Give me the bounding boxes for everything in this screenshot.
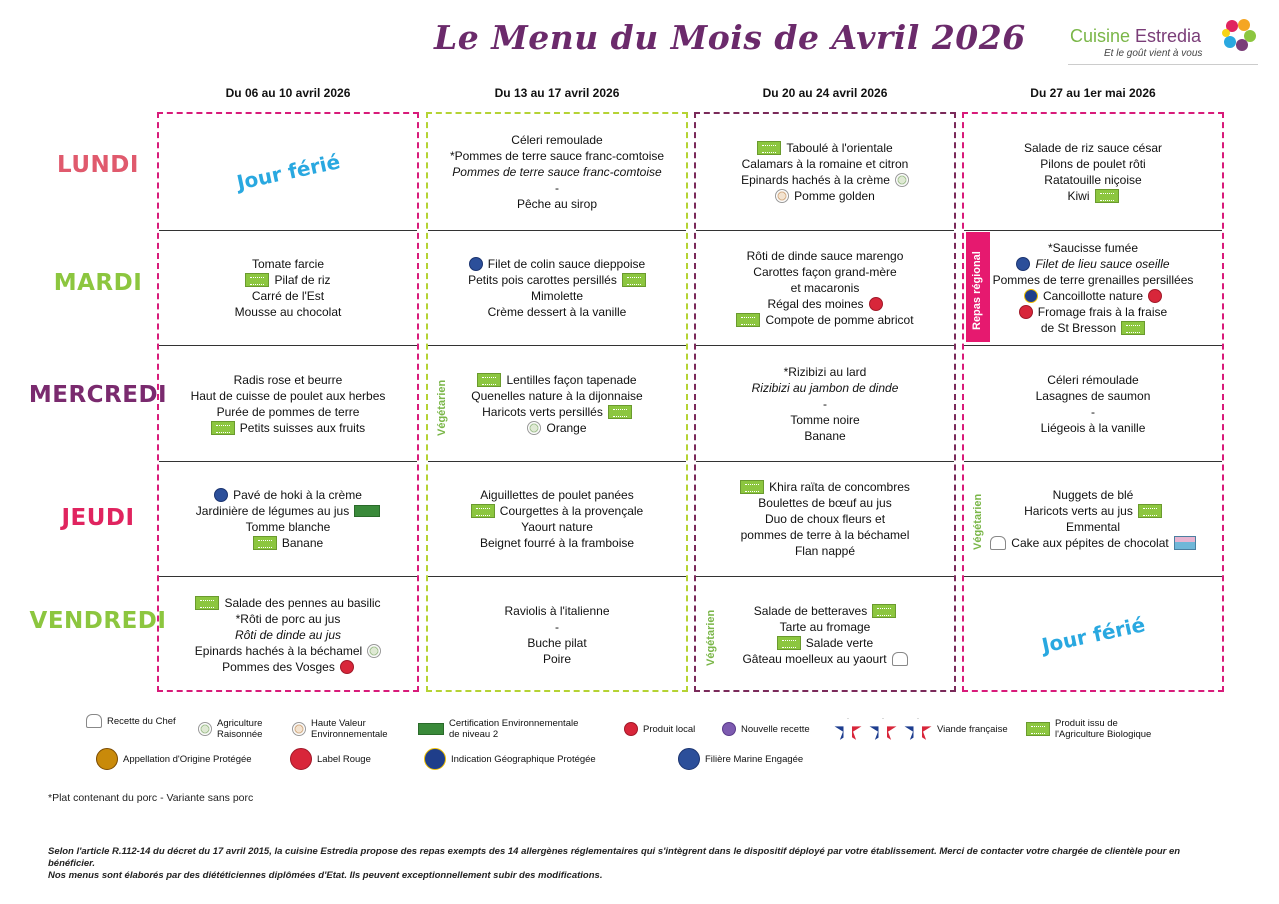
agriculture-raisonnee-icon bbox=[367, 644, 381, 658]
menu-item-text: Haut de cuisse de poulet aux herbes bbox=[190, 388, 386, 403]
menu-item-text: Tomme noire bbox=[790, 412, 860, 427]
footer-line-2: bénéficier. bbox=[48, 858, 95, 869]
menu-item-text: *Pommes de terre sauce franc-comtoise bbox=[449, 149, 665, 163]
menu-item bbox=[504, 603, 609, 619]
menu-item bbox=[752, 380, 899, 396]
menu-item-text: Tomate farcie bbox=[251, 257, 325, 271]
menu-item-text: Aiguillettes de poulet panées bbox=[480, 488, 634, 502]
menu-item bbox=[555, 180, 559, 196]
menu-item bbox=[1053, 487, 1134, 503]
porc-note: *Plat contenant du porc - Variante sans porc bbox=[48, 792, 254, 804]
produit-local-icon bbox=[624, 722, 638, 736]
menu-item bbox=[795, 543, 855, 559]
menu-item bbox=[823, 396, 827, 412]
logo-underline bbox=[1068, 64, 1258, 65]
menu-item bbox=[784, 364, 867, 380]
menu-item bbox=[1019, 304, 1167, 320]
menu-item-text: *Rôti de porc au jus bbox=[235, 611, 341, 626]
menu-cell-mardi-week1 bbox=[159, 230, 417, 346]
menu-item bbox=[511, 132, 602, 148]
volaille-francaise-icon bbox=[832, 716, 862, 742]
menu-cell-vendredi-week3 bbox=[696, 576, 954, 692]
bio-leaf-icon bbox=[757, 141, 781, 155]
menu-item bbox=[747, 248, 904, 264]
menu-item bbox=[191, 388, 386, 404]
footer-line-3: Nos menus sont élaborés par des diététiciennes diplômées d'Etat. Ils peuvent exceptionnellement subir des modifications. bbox=[48, 870, 603, 881]
birthday-cake-icon bbox=[1174, 536, 1196, 550]
menu-item-text: Banane bbox=[804, 428, 846, 443]
menu-item-text: *Saucisse fumée bbox=[1047, 241, 1139, 255]
menu-item bbox=[1091, 404, 1095, 420]
menu-item bbox=[527, 635, 586, 651]
menu-item bbox=[736, 312, 913, 328]
menu-item-text: Raviolis à l'italienne bbox=[504, 603, 610, 618]
igp-icon bbox=[424, 748, 446, 770]
menu-item-text: Pommes de terre sauce franc-comtoise bbox=[452, 165, 662, 179]
menu-item-text: de St Bresson bbox=[1040, 321, 1117, 335]
menu-item bbox=[531, 288, 583, 304]
agriculture-raisonnee-icon bbox=[527, 421, 541, 435]
legend-bio: Produit issu de l'Agriculture Biologique bbox=[1026, 718, 1151, 740]
menu-item bbox=[742, 651, 907, 667]
menu-item-text: Epinards hachés à la béchamel bbox=[194, 643, 363, 658]
menu-item bbox=[555, 619, 559, 635]
filiere-marine-icon bbox=[1016, 257, 1030, 271]
menu-cell-jeudi-week2 bbox=[428, 461, 686, 577]
menu-item bbox=[195, 595, 380, 611]
menu-item bbox=[1041, 420, 1146, 436]
week-header-3: Du 20 au 24 avril 2026 bbox=[762, 86, 888, 100]
menu-item bbox=[217, 404, 360, 420]
menu-item bbox=[480, 535, 634, 551]
menu-item bbox=[252, 256, 324, 272]
menu-item-text: Poire bbox=[542, 651, 571, 666]
filiere-marine-icon bbox=[214, 488, 228, 502]
menu-item bbox=[1044, 172, 1141, 188]
menu-item bbox=[252, 288, 324, 304]
menu-item-text: Rôti de dinde sauce marengo bbox=[746, 249, 904, 263]
menu-item bbox=[1024, 140, 1162, 156]
menu-item bbox=[471, 503, 643, 519]
menu-item-text: Céleri remoulade bbox=[511, 133, 603, 147]
menu-item-text: Cancoillotte nature bbox=[1042, 289, 1144, 303]
menu-item-text: et macaronis bbox=[790, 281, 860, 295]
agriculture-raisonnee-icon bbox=[895, 173, 909, 187]
menu-item-text: - bbox=[1091, 404, 1095, 419]
filiere-marine-icon bbox=[469, 257, 483, 271]
menu-item-text: Tarte au fromage bbox=[779, 619, 871, 634]
logo-tagline: Et le goût vient à vous bbox=[1104, 48, 1203, 59]
menu-item bbox=[246, 519, 331, 535]
legend-igp: Indication Géographique Protégée bbox=[424, 748, 596, 770]
menu-item bbox=[527, 420, 586, 436]
day-label-jeudi: JEUDI bbox=[61, 505, 135, 531]
bio-leaf-icon bbox=[608, 405, 632, 419]
bio-leaf-icon bbox=[211, 421, 235, 435]
menu-cell-jeudi-week3 bbox=[696, 461, 954, 577]
logo bbox=[1068, 16, 1264, 68]
footer-notes bbox=[48, 846, 1228, 882]
aop-icon bbox=[96, 748, 118, 770]
menu-item bbox=[452, 164, 661, 180]
legend-label-rouge: Label Rouge bbox=[290, 748, 371, 770]
menu-item-text: Calamars à la romaine et citron bbox=[741, 157, 909, 171]
menu-item-text: Rôti de dinde au jus bbox=[234, 627, 342, 642]
bio-leaf-icon bbox=[736, 313, 760, 327]
menu-item-text: Compote de pomme abricot bbox=[765, 313, 914, 327]
menu-cell-mercredi-week4 bbox=[964, 345, 1222, 461]
menu-item-text: Cake aux pépites de chocolat bbox=[1011, 536, 1169, 550]
menu-item-text: Rizibizi au jambon de dinde bbox=[751, 380, 899, 395]
menu-item bbox=[488, 304, 627, 320]
week-column-4 bbox=[962, 112, 1224, 692]
menu-item-text: Céleri rémoulade bbox=[1047, 372, 1139, 387]
menu-cell-mardi-week2 bbox=[428, 230, 686, 346]
week-column-1 bbox=[157, 112, 419, 692]
menu-item bbox=[1047, 372, 1138, 388]
menu-item bbox=[804, 428, 845, 444]
menu-item bbox=[1067, 188, 1118, 204]
legend-viande-francaise: Viande française bbox=[832, 716, 1008, 742]
menu-item bbox=[195, 643, 381, 659]
menu-item-text: Pommes des Vosges bbox=[222, 659, 335, 674]
menu-item-text: Filet de colin sauce dieppoise bbox=[487, 257, 646, 271]
menu-item-text: Mousse au chocolat bbox=[234, 305, 342, 319]
legend-certification: Certification Environnementale de niveau 2 bbox=[418, 718, 578, 740]
menu-item bbox=[741, 527, 910, 543]
menu-item-text: Emmental bbox=[1065, 520, 1121, 534]
jour-ferie-label: Jour férié bbox=[1039, 611, 1147, 658]
menu-cell-mercredi-week3 bbox=[696, 345, 954, 461]
menu-item-text: Ratatouille niçoise bbox=[1044, 173, 1142, 187]
menu-item-text: Liégeois à la vanille bbox=[1040, 420, 1146, 435]
menu-item-text: Salade des pennes au basilic bbox=[224, 595, 381, 610]
menu-cell-vendredi-week1 bbox=[159, 576, 417, 692]
menu-cell-lundi-week2 bbox=[428, 114, 686, 230]
menu-item bbox=[1041, 320, 1145, 336]
menu-item-text: *Rizibizi au lard bbox=[783, 364, 867, 379]
menu-item-text: Beignet fourré à la framboise bbox=[479, 536, 635, 550]
week-header-1: Du 06 au 10 avril 2026 bbox=[225, 86, 351, 100]
menu-item-text: Haricots verts au jus bbox=[1024, 504, 1133, 518]
week-header-2: Du 13 au 17 avril 2026 bbox=[494, 86, 620, 100]
menu-item-text: Pommes de terre grenailles persillées bbox=[992, 273, 1194, 287]
igp-icon bbox=[1024, 289, 1038, 303]
label-rouge-icon bbox=[290, 748, 312, 770]
produit-local-icon bbox=[340, 660, 354, 674]
menu-item-text: Kiwi bbox=[1067, 189, 1090, 203]
menu-item bbox=[990, 535, 1195, 551]
day-label-vendredi: VENDREDI bbox=[29, 608, 167, 634]
day-label-mardi: MARDI bbox=[53, 270, 143, 296]
menu-item-text: Salade de betteraves bbox=[753, 603, 868, 618]
menu-item bbox=[1048, 240, 1138, 256]
chef-hat-icon bbox=[990, 536, 1006, 550]
menu-item bbox=[245, 272, 330, 288]
vegetarien-tag: Végétarien bbox=[705, 609, 717, 666]
menu-item-text: Pomme golden bbox=[794, 189, 875, 203]
week-column-2 bbox=[426, 112, 688, 692]
menu-item bbox=[214, 487, 362, 503]
menu-item bbox=[757, 140, 892, 156]
menu-item-text: Lasagnes de saumon bbox=[1035, 388, 1151, 403]
menu-item bbox=[222, 659, 354, 675]
menu-item-text: Crème dessert à la vanille bbox=[487, 305, 627, 319]
menu-item-text: Orange bbox=[546, 420, 587, 435]
menu-item-text: Pilaf de riz bbox=[274, 273, 331, 287]
menu-item bbox=[741, 172, 909, 188]
menu-item-text: Quenelles nature à la dijonnaise bbox=[471, 388, 643, 403]
bio-leaf-icon bbox=[471, 504, 495, 518]
menu-item-text: Filet de lieu sauce oseille bbox=[1035, 257, 1170, 271]
agriculture-raisonnee-icon bbox=[198, 722, 212, 736]
menu-cell-lundi-week1 bbox=[159, 114, 417, 230]
menu-item-text: Salade de riz sauce césar bbox=[1023, 141, 1163, 155]
menu-item bbox=[517, 196, 597, 212]
menu-item-text: Gâteau moelleux au yaourt bbox=[742, 651, 887, 666]
footer-line-1: Selon l'article R.112-14 du décret du 17 avril 2015, la cuisine Estredia propose des repas exempts des 14 allergènes réglementaires qui s'intègrent dans le dispositif déployé par votre établissement. Merci de contacter votre chargée de clientèle pour en bbox=[48, 846, 1181, 857]
legend-aop: Appellation d'Origine Protégée bbox=[96, 748, 252, 770]
menu-cell-lundi-week3 bbox=[696, 114, 954, 230]
menu-item-text: - bbox=[823, 396, 827, 411]
bio-leaf-icon bbox=[1121, 321, 1145, 335]
legend-produit-local: Produit local bbox=[624, 722, 695, 736]
menu-cell-vendredi-week4 bbox=[964, 576, 1222, 692]
menu-item-text: Duo de choux fleurs et bbox=[764, 512, 886, 526]
menu-item bbox=[790, 412, 859, 428]
menu-item bbox=[521, 519, 593, 535]
menu-item bbox=[450, 148, 664, 164]
chef-hat-icon bbox=[86, 714, 102, 728]
menu-item bbox=[480, 487, 633, 503]
menu-item bbox=[469, 256, 645, 272]
menu-item-text: Taboulé à l'orientale bbox=[786, 141, 893, 155]
menu-cell-mardi-week4 bbox=[964, 230, 1222, 346]
menu-cell-mercredi-week1 bbox=[159, 345, 417, 461]
menu-cell-vendredi-week2 bbox=[428, 576, 686, 692]
menu-item bbox=[1040, 156, 1145, 172]
certification-niveau2-icon bbox=[354, 505, 380, 517]
menu-cell-mercredi-week2 bbox=[428, 345, 686, 461]
legend-nouvelle-recette: Nouvelle recette bbox=[722, 722, 810, 736]
boeuf-francais-icon bbox=[902, 716, 932, 742]
menu-item bbox=[235, 304, 342, 320]
bio-leaf-icon bbox=[253, 536, 277, 550]
menu-item-text: Petits pois carottes persillés bbox=[468, 273, 617, 287]
menu-item bbox=[471, 388, 642, 404]
vegetarien-tag: Végétarien bbox=[972, 493, 984, 550]
menu-cell-jeudi-week1 bbox=[159, 461, 417, 577]
menu-item bbox=[1066, 519, 1120, 535]
menu-item-text: Régal des moines bbox=[767, 297, 864, 311]
bio-leaf-icon bbox=[1026, 722, 1050, 736]
menu-item-text: Khira raïta de concombres bbox=[769, 480, 910, 494]
week-header-4: Du 27 au 1er mai 2026 bbox=[1030, 86, 1156, 100]
produit-local-icon bbox=[1019, 305, 1033, 319]
menu-cell-lundi-week4 bbox=[964, 114, 1222, 230]
produit-local-icon bbox=[869, 297, 883, 311]
menu-item-text: - bbox=[555, 619, 559, 634]
page-title: Le Menu du Mois de Avril 2026 bbox=[434, 18, 1026, 57]
menu-item-text: Nuggets de blé bbox=[1052, 488, 1134, 502]
nouvelle-recette-icon bbox=[722, 722, 736, 736]
porc-francais-icon bbox=[867, 716, 897, 742]
menu-item bbox=[1024, 503, 1162, 519]
menu-item-text: Banane bbox=[281, 536, 324, 550]
menu-item bbox=[477, 372, 636, 388]
menu-item-text: - bbox=[555, 181, 559, 195]
menu-item-text: Haricots verts persillés bbox=[482, 404, 603, 419]
repas-regional-tag: Repas régional bbox=[966, 232, 990, 342]
week-column-3 bbox=[694, 112, 956, 692]
logo-brand: Cuisine Estredia bbox=[1070, 26, 1202, 46]
menu-item bbox=[777, 635, 873, 651]
vegetarien-tag: Végétarien bbox=[436, 379, 448, 436]
menu-item bbox=[543, 651, 571, 667]
menu-item-text: Courgettes à la provençale bbox=[499, 504, 644, 518]
menu-item bbox=[775, 188, 875, 204]
menu-item-text: Flan nappé bbox=[794, 544, 856, 558]
menu-item-text: Fromage frais à la fraise bbox=[1037, 305, 1168, 319]
hve-icon bbox=[292, 722, 306, 736]
menu-item bbox=[1024, 288, 1162, 304]
menu-cell-mardi-week3 bbox=[696, 230, 954, 346]
menu-item-text: Jardinière de légumes au jus bbox=[195, 504, 350, 518]
bio-leaf-icon bbox=[777, 636, 801, 650]
menu-item bbox=[754, 603, 896, 619]
bio-leaf-icon bbox=[195, 596, 219, 610]
menu-item-text: Epinards hachés à la crème bbox=[741, 173, 890, 187]
legend-msc: Filière Marine Engagée bbox=[678, 748, 803, 770]
menu-item bbox=[196, 503, 380, 519]
jour-ferie-label: Jour férié bbox=[234, 149, 342, 195]
bio-leaf-icon bbox=[245, 273, 269, 287]
certification-niveau2-icon bbox=[418, 723, 444, 735]
menu-item bbox=[791, 280, 860, 296]
menu-item-text: Carré de l'Est bbox=[251, 289, 325, 303]
menu-item bbox=[468, 272, 646, 288]
menu-item-text: Purée de pommes de terre bbox=[216, 404, 360, 419]
filiere-marine-icon bbox=[678, 748, 700, 770]
menu-item bbox=[740, 479, 910, 495]
menu-item-text: Pavé de hoki à la crème bbox=[233, 488, 362, 502]
bio-leaf-icon bbox=[872, 604, 896, 618]
menu-item-text: Yaourt nature bbox=[521, 520, 593, 534]
chef-hat-icon bbox=[892, 652, 908, 666]
menu-item-text: Lentilles façon tapenade bbox=[506, 372, 637, 387]
bio-leaf-icon bbox=[622, 273, 646, 287]
menu-cell-jeudi-week4 bbox=[964, 461, 1222, 577]
menu-item bbox=[993, 272, 1194, 288]
bio-leaf-icon bbox=[477, 373, 501, 387]
menu-item bbox=[1036, 388, 1151, 404]
menu-item-text: Mimolette bbox=[530, 289, 583, 303]
menu-item bbox=[211, 420, 365, 436]
day-label-mercredi: MERCREDI bbox=[28, 382, 168, 408]
menu-item bbox=[767, 296, 882, 312]
menu-item bbox=[235, 627, 341, 643]
menu-item-text: Salade verte bbox=[805, 635, 874, 650]
menu-item bbox=[758, 495, 891, 511]
menu-item bbox=[1016, 256, 1169, 272]
menu-item-text: Pilons de poulet rôti bbox=[1040, 157, 1146, 171]
menu-item-text: Petits suisses aux fruits bbox=[239, 420, 366, 435]
menu-item-text: pommes de terre à la béchamel bbox=[740, 528, 910, 542]
bio-leaf-icon bbox=[1095, 189, 1119, 203]
menu-item-text: Carottes façon grand-mère bbox=[753, 265, 897, 279]
produit-local-icon bbox=[1148, 289, 1162, 303]
menu-item bbox=[780, 619, 871, 635]
menu-item bbox=[482, 404, 632, 420]
menu-item bbox=[253, 535, 323, 551]
menu-item-text: Boulettes de bœuf au jus bbox=[758, 496, 892, 510]
fruits-logo-icon bbox=[1218, 16, 1258, 56]
menu-item-text: Pêche au sirop bbox=[516, 197, 598, 211]
bio-leaf-icon bbox=[740, 480, 764, 494]
menu-item-text: Radis rose et beurre bbox=[233, 372, 343, 387]
menu-item-text: Tomme blanche bbox=[245, 520, 331, 534]
menu-item bbox=[234, 372, 343, 388]
legend-hve: Haute Valeur Environnementale bbox=[292, 718, 388, 740]
menu-item bbox=[765, 511, 885, 527]
menu-item bbox=[236, 611, 341, 627]
legend-agriculture-raisonnee: Agriculture Raisonnée bbox=[198, 718, 262, 740]
menu-item-text: Buche pilat bbox=[527, 635, 587, 650]
bio-leaf-icon bbox=[1138, 504, 1162, 518]
day-label-lundi: LUNDI bbox=[57, 152, 139, 178]
menu-item bbox=[753, 264, 896, 280]
hve-icon bbox=[775, 189, 789, 203]
menu-item bbox=[742, 156, 909, 172]
legend-chef: Recette du Chef bbox=[86, 714, 176, 728]
